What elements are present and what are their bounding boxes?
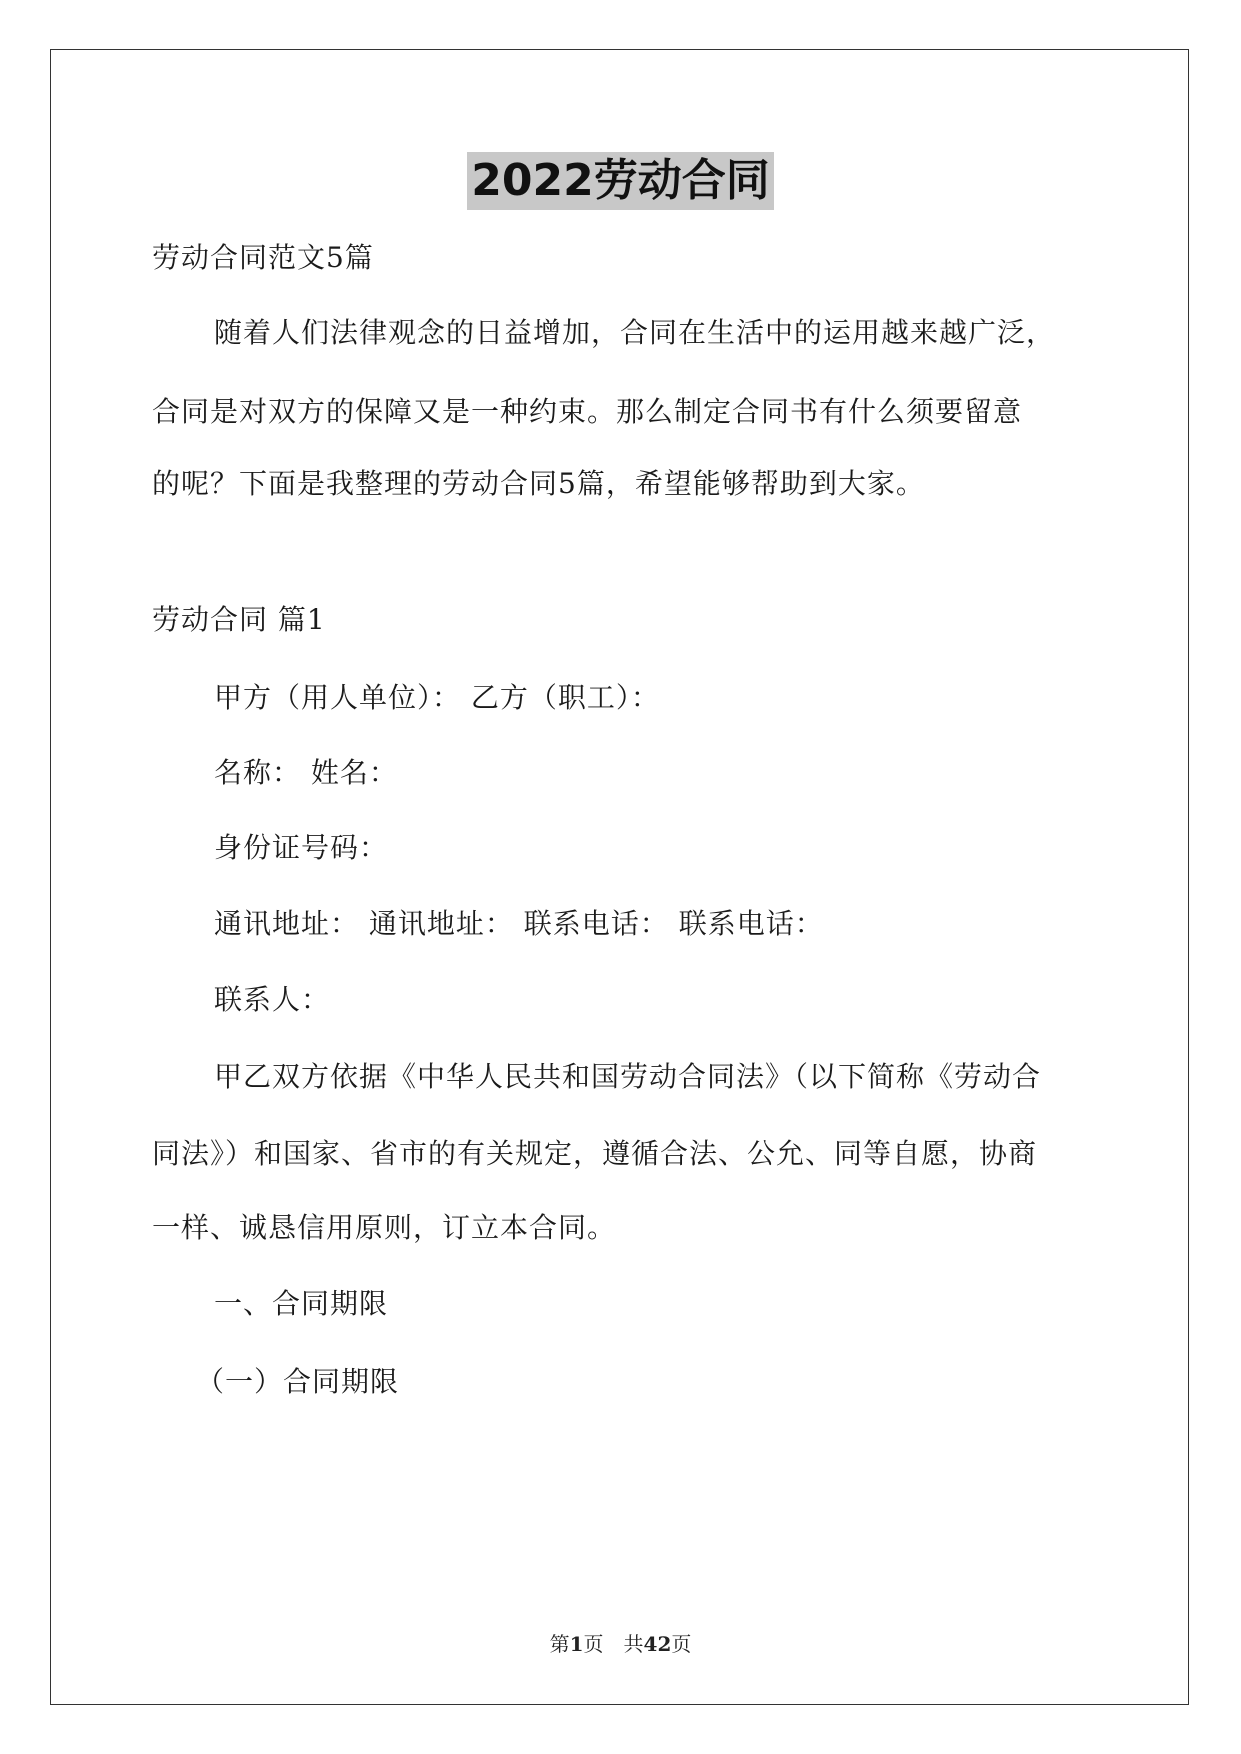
- footer-mid: 页 共: [583, 1632, 644, 1656]
- section-heading: 劳动合同 篇1: [152, 603, 326, 636]
- intro-line-2: 合同是对双方的保障又是一种约束。那么制定合同书有什么须要留意: [152, 395, 1023, 428]
- sub-clause-heading: （一）合同期限: [196, 1365, 400, 1398]
- document-title: 2022劳动合同: [467, 152, 773, 210]
- field-contact-info: 通讯地址： 通讯地址： 联系电话： 联系电话：: [214, 907, 824, 940]
- body-line-3: 一样、诚恳信用原则，订立本合同。: [152, 1211, 617, 1244]
- footer-suffix: 页: [671, 1632, 692, 1656]
- document-subtitle: 劳动合同范文5篇: [152, 241, 374, 274]
- body-line-1: 甲乙双方依据《中华人民共和国劳动合同法》（以下简称《劳动合: [214, 1060, 1042, 1093]
- field-parties: 甲方（用人单位）： 乙方（职工）：: [214, 681, 660, 714]
- intro-line-1: 随着人们法律观念的日益增加，合同在生活中的运用越来越广泛，: [214, 316, 1056, 349]
- footer-page-current: 1: [569, 1632, 584, 1656]
- footer-page-total: 42: [643, 1632, 672, 1656]
- field-name: 名称： 姓名：: [214, 756, 398, 789]
- clause-heading: 一、合同期限: [214, 1287, 389, 1320]
- page-footer: [0, 1630, 1241, 1658]
- field-id-number: 身份证号码：: [214, 831, 389, 864]
- field-contact-person: 联系人：: [214, 983, 331, 1016]
- body-line-2: 同法》）和国家、省市的有关规定，遵循合法、公允、同等自愿，协商: [152, 1137, 1038, 1170]
- intro-line-3: 的呢？下面是我整理的劳动合同5篇，希望能够帮助到大家。: [152, 467, 925, 500]
- page-border: [50, 49, 1189, 1705]
- footer-prefix: 第: [549, 1632, 570, 1656]
- title-container: [0, 152, 1241, 210]
